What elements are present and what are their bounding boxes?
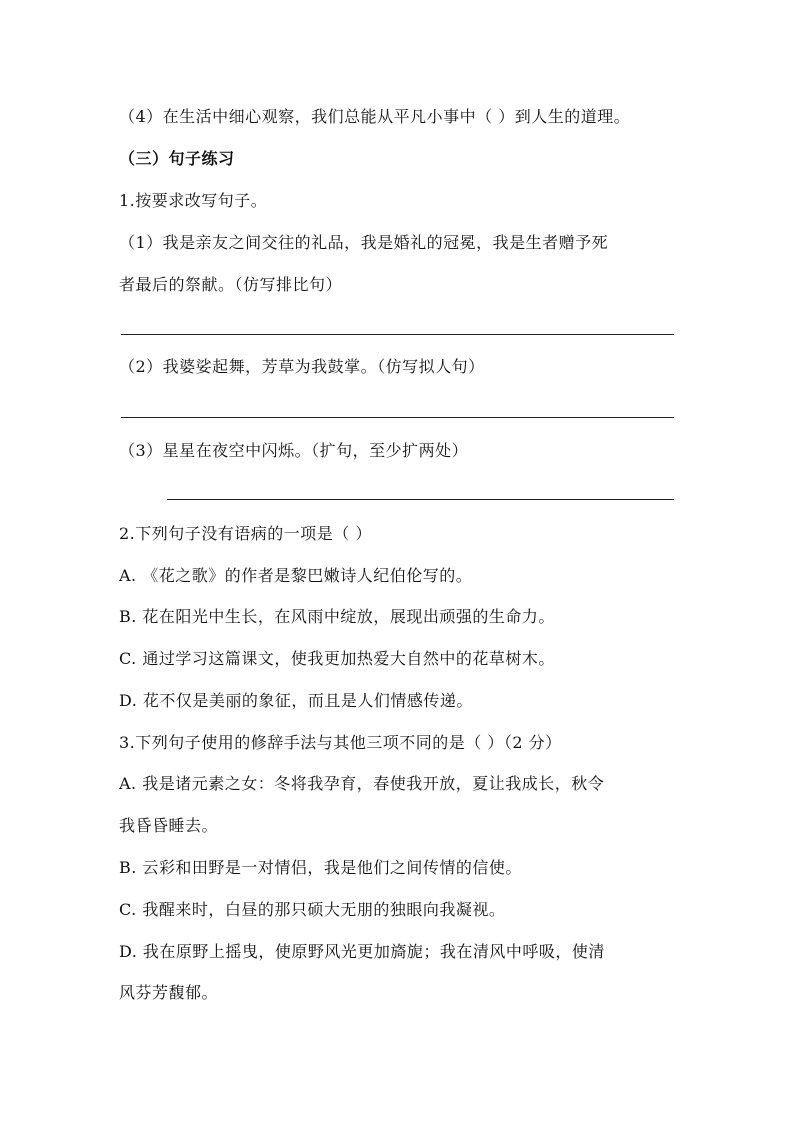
question-3-option-a-line-1: A. 我是诸元素之女：冬将我孕育，春使我开放，夏让我成长，秋令	[119, 774, 605, 793]
question-2-option-a: A. 《花之歌》的作者是黎巴嫩诗人纪伯伦写的。	[119, 566, 473, 585]
question-1-prompt: 1.按要求改写句子。	[119, 191, 268, 210]
answer-line-2[interactable]	[121, 417, 674, 418]
question-2-option-c: C. 通过学习这篇课文，使我更加热爱大自然中的花草树木。	[119, 649, 555, 668]
question-3-option-a-line-2: 我昏昏睡去。	[119, 816, 219, 835]
question-2-prompt: 2.下列句子没有语病的一项是（ ）	[119, 524, 372, 543]
subquestion-2: （2）我婆娑起舞，芳草为我鼓掌。（仿写拟人句）	[119, 357, 485, 376]
answer-line-3[interactable]	[167, 499, 674, 500]
question-3-option-c: C. 我醒来时，白昼的那只硕大无朋的独眼向我凝视。	[119, 900, 506, 919]
subquestion-1-line-1: （1）我是亲友之间交往的礼品，我是婚礼的冠冕，我是生者赠予死	[119, 233, 609, 252]
question-3-option-b: B. 云彩和田野是一对情侣，我是他们之间传情的信使。	[119, 858, 522, 877]
subquestion-3: （3）星星在夜空中闪烁。（扩句，至少扩两处）	[119, 441, 469, 460]
question-3-option-d-line-2: 风芬芳馥郁。	[119, 983, 219, 1002]
question-3-prompt: 3.下列句子使用的修辞手法与其他三项不同的是（ ）（2 分）	[119, 733, 562, 752]
subquestion-1-line-2: 者最后的祭献。（仿写排比句）	[119, 275, 343, 294]
section-heading-sentence-practice: （三）句子练习	[119, 149, 235, 168]
question-4-fill-blank: （4）在生活中细心观察，我们总能从平凡小事中（ ）到人生的道理。	[119, 107, 631, 126]
answer-line-1[interactable]	[121, 334, 674, 335]
question-2-option-d: D. 花不仅是美丽的象征，而且是人们情感传递。	[119, 691, 473, 710]
question-2-option-b: B. 花在阳光中生长，在风雨中绽放，展现出顽强的生命力。	[119, 607, 555, 626]
question-3-option-d-line-1: D. 我在原野上摇曳，使原野风光更加旖旎；我在清风中呼吸，使清	[119, 942, 605, 961]
